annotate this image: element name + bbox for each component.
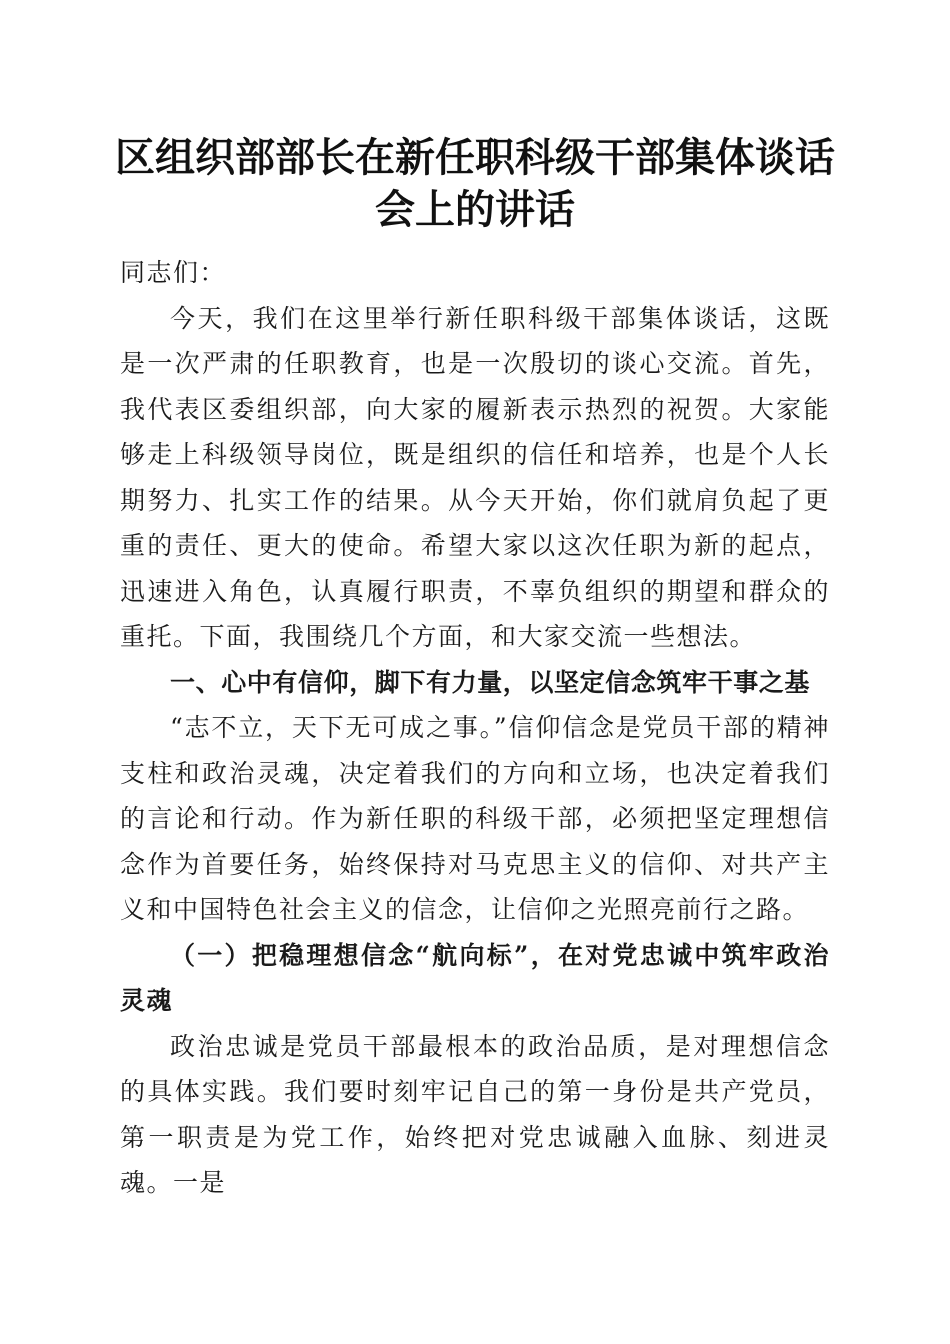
intro-paragraph: 今天，我们在这里举行新任职科级干部集体谈话，这既是一次严肃的任职教育，也是一次殷切的谈心交流。首先，我代表区委组织部，向大家的履新表示热烈的祝贺。大家能够走上科级领导岗位，既是组织的信任和培养，也是个人长期努力、扎实工作的结果。从今天开始，你们就肩负起了更重的责任、更大的使命。希望大家以这次任职为新的起点，迅速进入角色，认真履行职责，不辜负组织的期望和群众的重托。下面，我围绕几个方面，和大家交流一些想法。 xyxy=(120,303,830,651)
section-1-paragraph: “志不立，天下无可成之事。”信仰信念是党员干部的精神支柱和政治灵魂，决定着我们的方向和立场，也决定着我们的言论和行动。作为新任职的科级干部，必须把坚定理想信念作为首要任务，始终保持对马克思主义的信仰、对共产主义和中国特色社会主义的信念，让信仰之光照亮前行之路。 xyxy=(120,713,830,924)
subsection-heading-1: （一）把稳理想信念“航向标”，在对党忠诚中筑牢政治灵魂 xyxy=(120,940,830,1015)
subsection-1-paragraph: 政治忠诚是党员干部最根本的政治品质，是对理想信念的具体实践。我们要时刻牢记自己的第一身份是共产党员，第一职责是为党工作，始终把对党忠诚融入血脉、刻进灵魂。一是 xyxy=(120,1031,830,1197)
document-body xyxy=(120,250,830,1206)
salutation: 同志们： xyxy=(120,258,227,287)
section-heading-1: 一、心中有信仰，脚下有力量，以坚定信念筑牢干事之基 xyxy=(170,667,811,697)
document-title: 区组织部部长在新任职科级干部集体谈话会上的讲话 xyxy=(115,134,835,233)
